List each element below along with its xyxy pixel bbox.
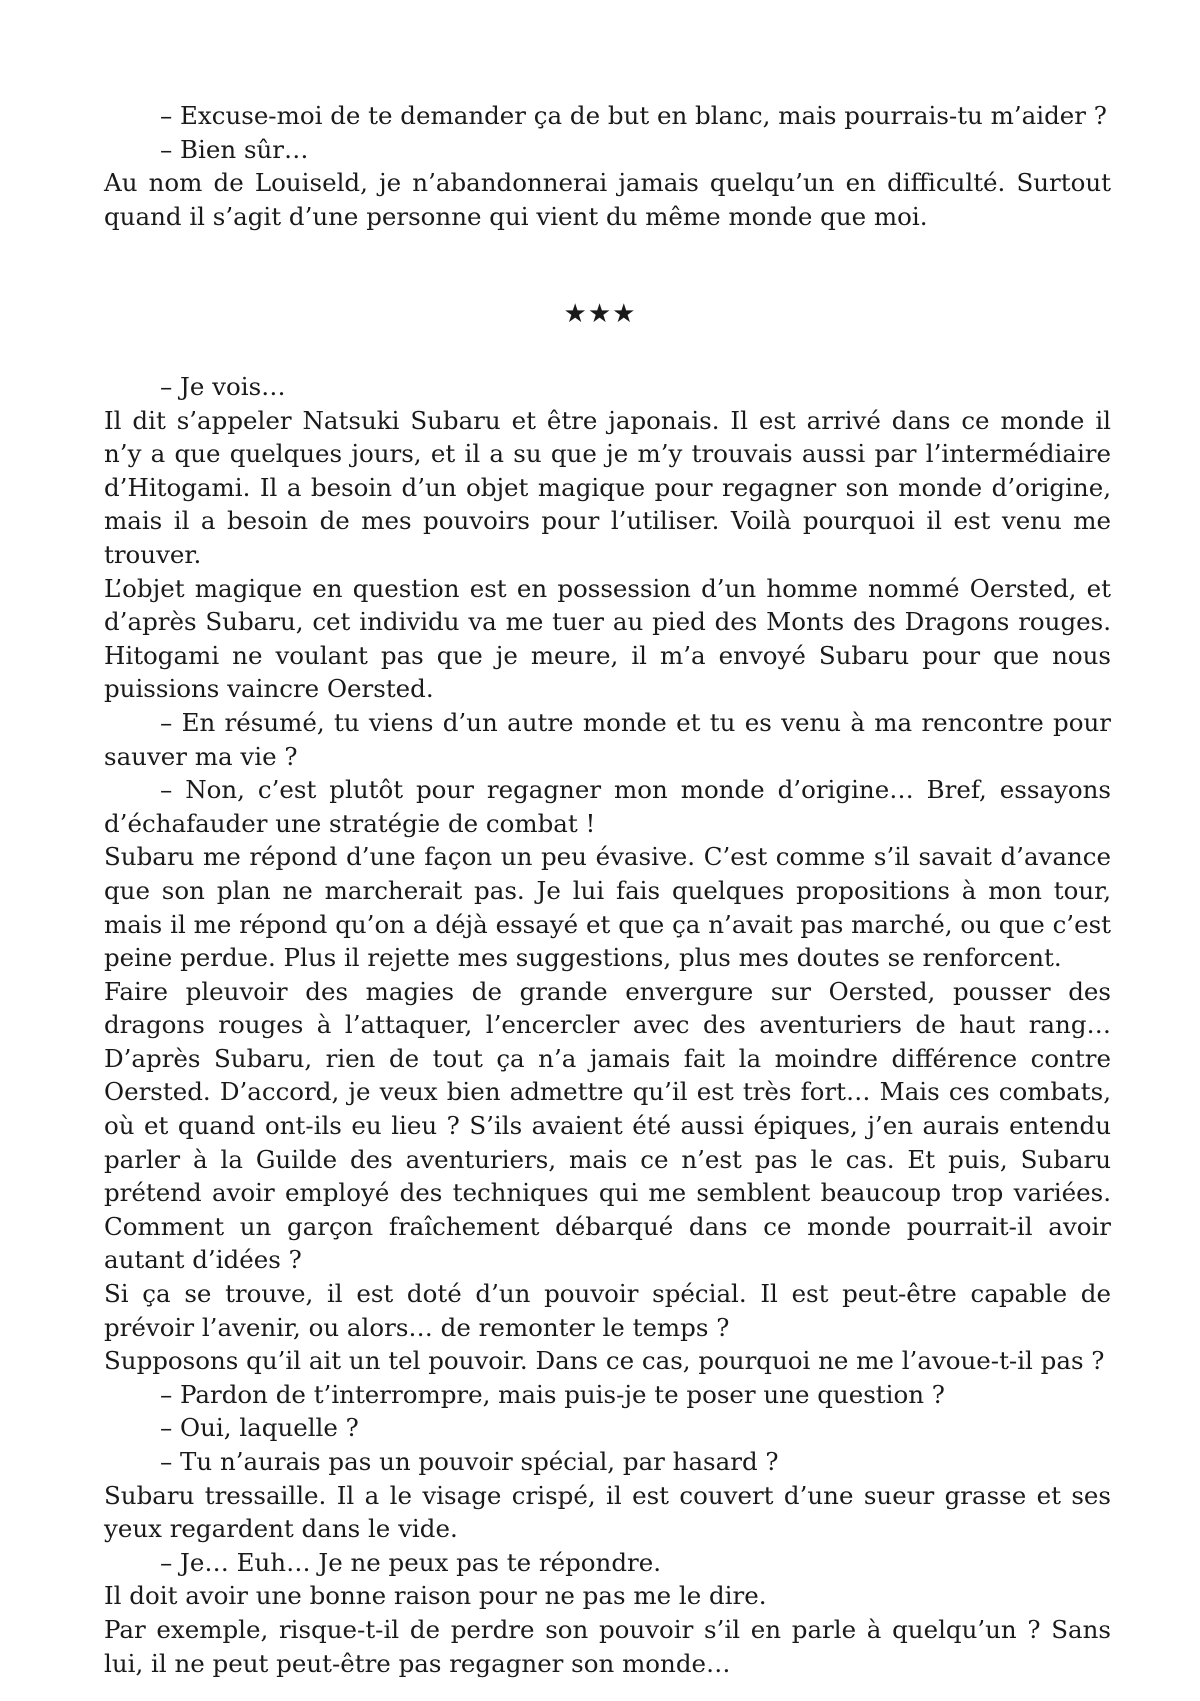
narration-paragraph: Au nom de Louiseld, je n’abandonnerai jamais quelqu’un en difficulté. Surtout quand il s’agit d’une personne qui vient du même monde que moi. (104, 168, 1111, 231)
narration-paragraph: Si ça se trouve, il est doté d’un pouvoir spécial. Il est peut-être capable de prévoir l’avenir, ou alors… de remonter le temps ? (104, 1279, 1111, 1342)
dialogue-line: – En résumé, tu viens d’un autre monde et tu es venu à ma rencontre pour sauver ma vie ? (104, 707, 1111, 771)
dialogue-line: – Pardon de t’interrompre, mais puis-je te poser une question ? (160, 1379, 945, 1409)
top-text-block (104, 99, 1111, 233)
main-text-block (104, 370, 1111, 1680)
dialogue-line: – Bien sûr… (160, 134, 309, 164)
dialogue-line: – Tu n’aurais pas un pouvoir spécial, par hasard ? (160, 1447, 779, 1476)
dialogue-line: – Oui, laquelle ? (160, 1413, 359, 1443)
narration-paragraph: Subaru tressaille. Il a le visage crispé, il est couvert d’une sueur grasse et ses yeux regardent dans le vide. (104, 1480, 1111, 1544)
narration-paragraph: Il dit s’appeler Natsuki Subaru et être japonais. Il est arrivé dans ce monde il n’y a que quelques jours, et il a su que je m’y trouvais aussi par l’intermédiaire d’Hitogami. Il a besoin d’un objet magique pour regagner son monde d’origine, mais il a besoin de mes pouvoirs pour l’utiliser. Voilà pourquoi il est venu me trouver. (104, 405, 1111, 569)
dialogue-line: – Je vois… (160, 372, 286, 401)
narration-paragraph: Par exemple, risque-t-il de perdre son pouvoir s’il en parle à quelqu’un ? Sans lui, il ne peut peut-être pas regagner son monde… (104, 1614, 1111, 1678)
narration-paragraph: Subaru me répond d’une façon un peu évasive. C’est comme s’il savait d’avance que son plan ne marcherait pas. Je lui fais quelques propositions à mon tour, mais il me répond qu’on a déjà essayé et que ça n’avait pas marché, ou que c’est peine perdue. Plus il rejette mes suggestions, plus mes doutes se renforcent. (104, 842, 1111, 973)
narration-paragraph: Faire pleuvoir des magies de grande envergure sur Oersted, pousser des dragons rouges à l’attaquer, l’encercler avec des aventuriers de haut rang… D’après Subaru, rien de tout ça n’a jamais fait la moindre différence contre Oersted. D’accord, je veux bien admettre qu’il est très fort… Mais ces combats, où et quand ont-ils eu lieu ? S’ils avaient été aussi épiques, j’en aurais entendu parler à la Guilde des aventuriers, mais ce n’est pas le cas. Et puis, Subaru prétend avoir employé des techniques qui me semblent beaucoup trop variées. Comment un garçon fraîchement débarqué dans ce monde pourrait-il avoir autant d’idées ? (104, 976, 1111, 1275)
narration-paragraph: Il doit avoir une bonne raison pour ne pas me le dire. (104, 1581, 767, 1611)
narration-paragraph: L’objet magique en question est en possession d’un homme nommé Oersted, et d’après Subaru, cet individu va me tuer au pied des Monts des Dragons rouges. Hitogami ne voulant pas que je meure, il m’a envoyé Subaru pour que nous puissions vaincre Oersted. (104, 573, 1111, 704)
dialogue-line: – Non, c’est plutôt pour regagner mon monde d’origine… Bref, essayons d’échafauder une stratégie de combat ! (104, 775, 1111, 838)
narration-paragraph: Supposons qu’il ait un tel pouvoir. Dans ce cas, pourquoi ne me l’avoue-t-il pas ? (104, 1346, 1105, 1376)
scene-separator: ★★★ (563, 299, 637, 329)
dialogue-line: – Excuse-moi de te demander ça de but en blanc, mais pourrais-tu m’aider ? (160, 101, 1107, 130)
dialogue-line: – Je… Euh… Je ne peux pas te répondre. (160, 1547, 662, 1577)
